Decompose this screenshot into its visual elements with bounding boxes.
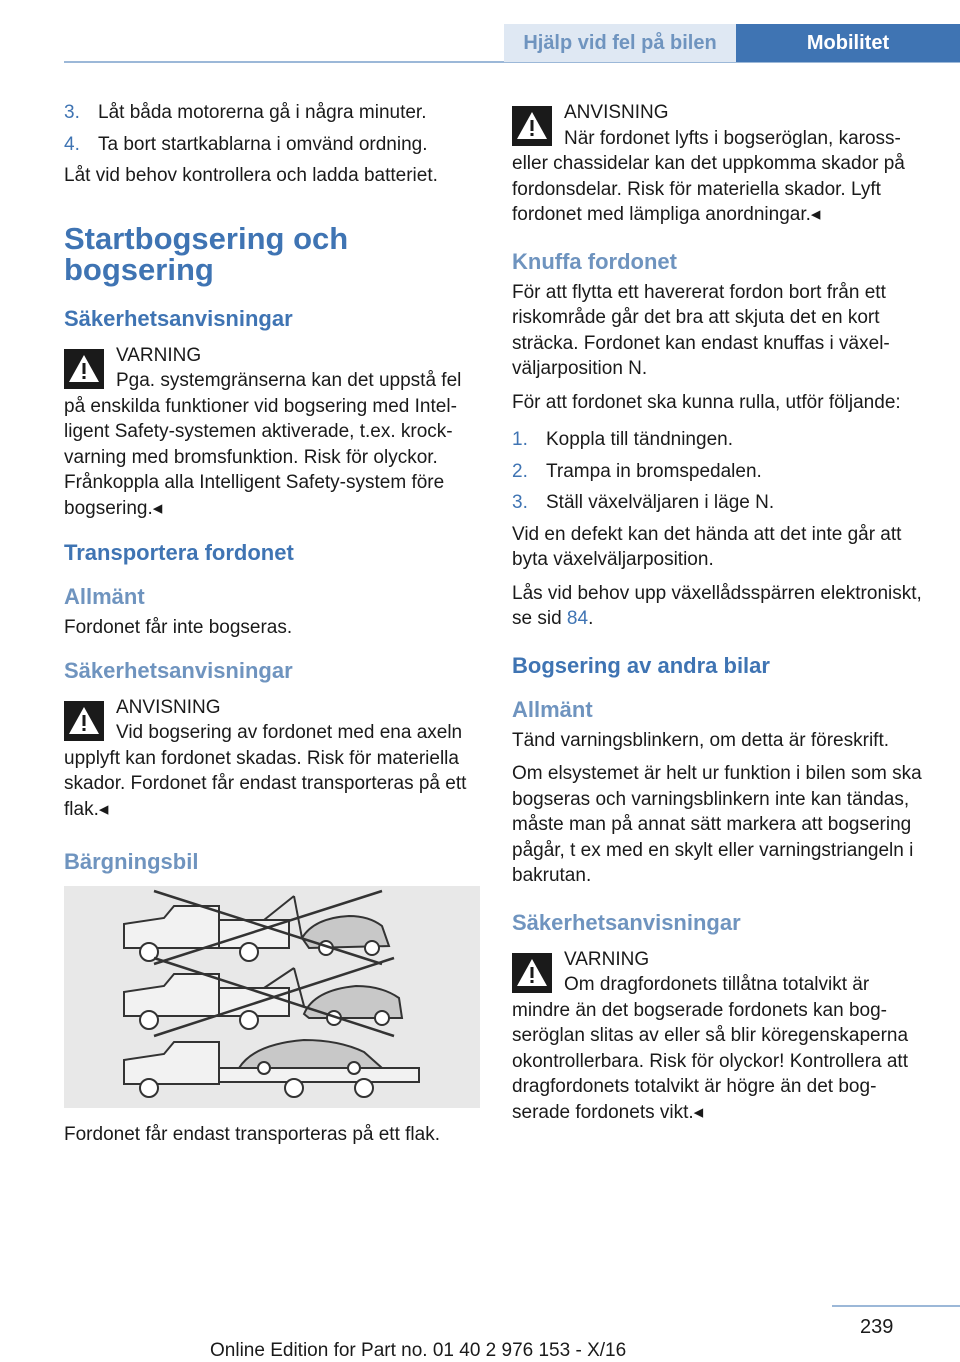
list-text: Ställ växelväljaren i läge N. [546,492,775,513]
list-text: Trampa in bromspedalen. [546,460,762,482]
page-link[interactable]: 84 [566,608,589,629]
defect-paragraph: Vid en defekt kan det hända att det inte går att byta växelväljarposition. [512,523,902,570]
notice-block [512,100,928,228]
warning-triangle-icon [512,953,552,993]
warning-triangle-icon [512,106,552,146]
general-heading: Allmänt [64,584,145,609]
list-item [64,132,480,158]
electrical-paragraph: Om elsystemet är helt ur funktion i bilen som ska bogseras och varningsblinkern inte kan tändas, måste man på annat sätt markera att bogsering pågår, t ex med en skylt eller varningstriangeln i bakrutan. [512,763,922,886]
warning-triangle-icon [64,701,104,741]
notice-block [64,695,480,823]
safety-subheading: Säkerhetsanvisningar [64,657,293,683]
list-number: 1. [512,429,528,450]
figure-caption: Fordonet får endast transporteras på ett flak. [64,1124,440,1145]
list-number: 4. [64,133,80,155]
notice-title: ANVISNING [116,696,221,718]
warning-block [512,947,928,1126]
list-item [512,427,928,453]
right-column [512,100,928,1133]
hazard-paragraph: Tänd varningsblinkern, om detta är föreskrift. [512,729,890,751]
wrecker-heading: Bärgningsbil [64,849,199,874]
list-item [64,100,480,126]
warning-triangle-icon [64,349,104,389]
warning-text: Pga. systemgränserna kan det uppstå fel på enskilda funktioner vid bogsering med Intelligent Safety-systemen aktiverade, t.ex. krockvarning med bromsfunktion. Risk för olyckor. Frånkoppla alla Intelligent Safety-system före bogsering.◂ [64,370,462,519]
list-text: Ta bort startkablarna i omvänd ordning. [98,133,428,155]
left-column [64,100,480,1156]
warning-text: Om dragfordonets tillåtna totalvikt är mindre än det bogserade fordonets kan bogseröglan slitas av eller så blir köregenskaperna okontrollerbara. Risk för olyckor! Kontrollera att dragfordonets totalvikt är högre än det bogserade fordonets vikt.◂ [512,974,909,1123]
unlock-text: Lås vid behov upp växellådsspärren elektroniskt, se sid [512,582,922,629]
tow-truck-image [64,886,480,1108]
safety-subheading: Säkerhetsanvisningar [512,909,741,935]
unlock-paragraph [512,581,928,632]
transport-heading: Transportera fordonet [64,540,294,565]
warning-title: VARNING [116,344,202,366]
unlock-end: . [588,608,594,629]
notice-text: När fordonet lyfts i bogseröglan, kaross- eller chassidelar kan det uppkomma skador på fordonsdelar. Risk för materiella skador. Lyft fordonet med lämpliga anordningar.◂ [512,127,905,225]
general-heading: Allmänt [512,696,593,722]
warning-block [64,343,480,522]
list-number: 3. [64,102,80,123]
page-number: 239 [860,1316,894,1338]
page-number-rule [832,1305,960,1307]
chapter-heading: Startbogsering och bogsering [64,220,349,287]
notice-title: ANVISNING [564,102,669,123]
no-tow-paragraph: Fordonet får inte bogseras. [64,617,293,638]
towing-illustration [64,886,480,1108]
list-text: Koppla till tändningen. [546,429,733,450]
list-item [512,459,928,485]
push-heading: Knuffa fordonet [512,248,677,274]
edition-footer: Online Edition for Part no. 01 40 2 976 153 - X/16 [210,1340,627,1361]
list-number: 2. [512,460,528,482]
warning-title: VARNING [564,948,650,970]
push-paragraph: För att flytta ett havererat fordon bort från ett riskområde går det bra att skjuta det en kort sträcka. Fordonet kan endast knuffas i växelväljarposition N. [512,281,890,379]
battery-paragraph: Låt vid behov kontrollera och ladda batteriet. [64,165,438,186]
header-section-tab[interactable]: Hjälp vid fel på bilen [504,24,736,62]
header-chapter-tab[interactable]: Mobilitet [736,24,960,62]
safety-heading: Säkerhetsanvisningar [64,305,293,331]
tow-others-heading: Bogsering av andra bilar [512,652,770,678]
list-text: Låt båda motorerna gå i några minuter. [98,102,427,123]
list-item [512,490,928,516]
push-steps-intro: För att fordonet ska kunna rulla, utför följande: [512,391,901,413]
notice-text: Vid bogsering av fordonet med ena axeln upplyft kan fordonet skadas. Risk för materiella skador. Fordonet får endast transporteras på ett flak.◂ [64,722,467,820]
list-number: 3. [512,492,528,513]
